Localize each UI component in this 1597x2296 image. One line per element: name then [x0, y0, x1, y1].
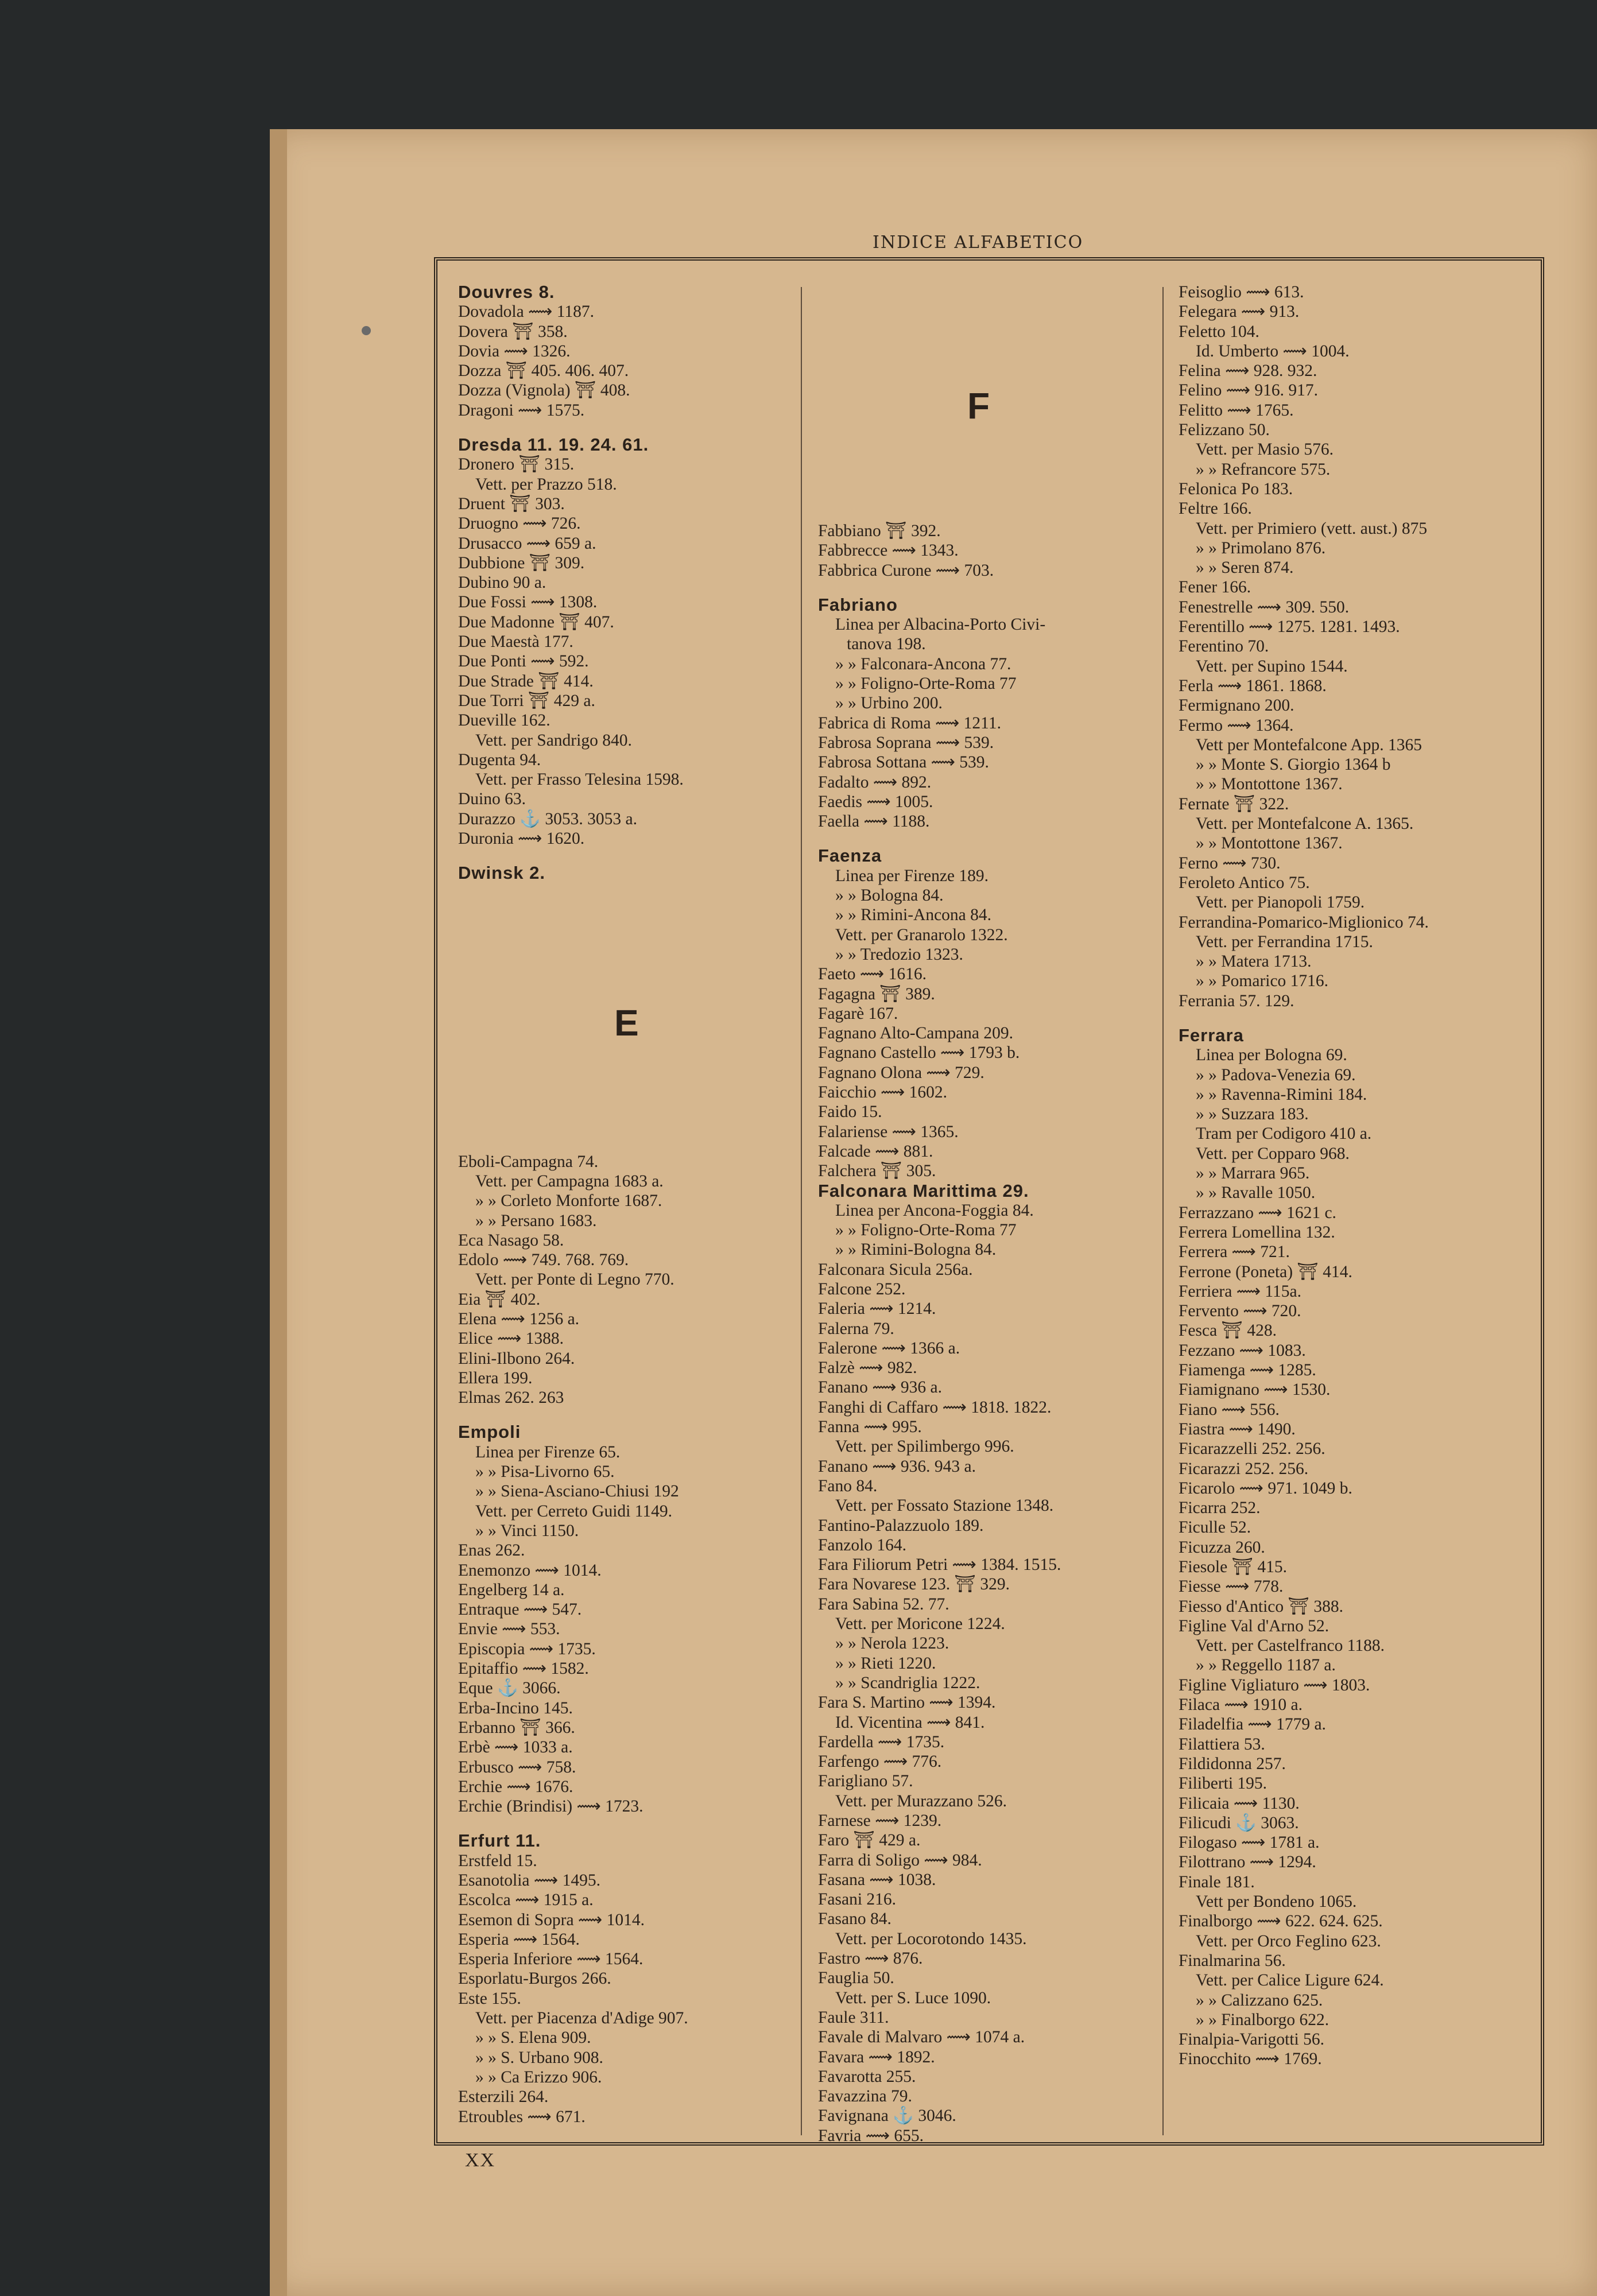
- index-entry: Enas 262.: [458, 1541, 525, 1560]
- index-entry: Episcopia ⟿ 1735.: [458, 1639, 596, 1658]
- index-entry: Due Ponti ⟿ 592.: [458, 652, 589, 671]
- index-entry: Elmas 262. 263: [458, 1389, 564, 1407]
- index-entry: Farnese ⟿ 1239.: [818, 1812, 942, 1830]
- index-entry: Due Maestà 177.: [458, 633, 573, 651]
- spacer: [818, 372, 1162, 387]
- index-entry: Faro ⛩ 429 a.: [818, 1831, 921, 1850]
- index-column-1: [458, 282, 803, 2131]
- spacer: [458, 928, 803, 943]
- index-entry: Finalpia-Varigotti 56.: [1179, 2030, 1324, 2049]
- index-column-2: [818, 282, 1162, 2145]
- index-entry: Filogaso ⟿ 1781 a.: [1179, 1833, 1320, 1852]
- index-entry: Falchera ⛩ 305.: [818, 1162, 936, 1181]
- index-entry: Fagagna ⛩ 389.: [818, 984, 935, 1003]
- index-entry: Vett. per Montefalcone A. 1365.: [1196, 815, 1414, 833]
- index-entry: Vett. per Fossato Stazione 1348.: [835, 1496, 1054, 1515]
- index-entry: Epitaffio ⟿ 1582.: [458, 1659, 589, 1678]
- index-entry: Esporlatu-Burgos 266.: [458, 1969, 611, 1988]
- spacer: [458, 1122, 803, 1137]
- index-entry: Felitto ⟿ 1765.: [1179, 401, 1294, 420]
- index-entry: Vett per Bondeno 1065.: [1196, 1892, 1357, 1911]
- section-letter-f: F: [967, 385, 990, 426]
- index-entry: Fiastra ⟿ 1490.: [1179, 1420, 1296, 1438]
- spacer: [818, 506, 1162, 521]
- index-entry: Ferrazzano ⟿ 1621 c.: [1179, 1203, 1336, 1222]
- index-entry: Favale di Malvaro ⟿ 1074 a.: [818, 2028, 1025, 2047]
- index-entry: » » Nerola 1223.: [835, 1634, 949, 1653]
- index-entry: Fiesse ⟿ 778.: [1179, 1577, 1284, 1596]
- index-entry: Falconara Sicula 256a.: [818, 1260, 973, 1279]
- index-entry: tanova 198.: [847, 635, 926, 654]
- index-entry: Falerone ⟿ 1366 a.: [818, 1339, 960, 1358]
- index-entry: » » Refrancore 575.: [1196, 460, 1331, 479]
- index-entry: » » Foligno-Orte-Roma 77: [835, 674, 1017, 693]
- index-entry: Erba-Incino 145.: [458, 1698, 573, 1717]
- index-entry: Dubbione ⛩ 309.: [458, 553, 585, 572]
- index-entry: Envie ⟿ 553.: [458, 1620, 560, 1639]
- index-entry: Fiesole ⛩ 415.: [1179, 1558, 1288, 1576]
- index-entry: Drusacco ⟿ 659 a.: [458, 534, 596, 553]
- index-entry: Ficarazzelli 252. 256.: [1179, 1440, 1325, 1459]
- spacer: [458, 420, 803, 435]
- index-entry: Eque ⚓ 3066.: [458, 1679, 561, 1698]
- spacer: [458, 1062, 803, 1077]
- index-entry: Fesca ⛩ 428.: [1179, 1321, 1277, 1340]
- index-entry: Vett. per Castelfranco 1188.: [1196, 1636, 1385, 1655]
- index-entry: Fiamenga ⟿ 1285.: [1179, 1361, 1316, 1380]
- index-entry: Felino ⟿ 916. 917.: [1179, 381, 1319, 400]
- index-entry: Fabrosa Soprana ⟿ 539.: [818, 733, 994, 752]
- spacer: [458, 943, 803, 958]
- spacer: [458, 1092, 803, 1107]
- spacer: [818, 312, 1162, 327]
- index-entry: Ferentino 70.: [1179, 637, 1269, 656]
- spacer: [818, 417, 1162, 432]
- spacer: [458, 973, 803, 988]
- index-entry: Erstfeld 15.: [458, 1851, 537, 1870]
- index-entry: Fara Filiorum Petri ⟿ 1384. 1515.: [818, 1556, 1061, 1574]
- index-entry: Engelberg 14 a.: [458, 1580, 565, 1599]
- spacer: [458, 988, 803, 1003]
- index-entry: » » Vinci 1150.: [475, 1521, 579, 1540]
- index-entry: Faleria ⟿ 1214.: [818, 1300, 936, 1318]
- index-entry: Druent ⛩ 303.: [458, 494, 565, 513]
- index-entry: Fauglia 50.: [818, 1969, 894, 1988]
- index-entry: » » Seren 874.: [1196, 559, 1294, 577]
- spacer: [1179, 1011, 1523, 1026]
- index-entry: Filiberti 195.: [1179, 1774, 1267, 1793]
- index-entry: Linea per Firenze 189.: [835, 866, 989, 885]
- index-heading: Douvres 8.: [458, 282, 555, 302]
- index-entry: » » Ravenna-Rimini 184.: [1196, 1085, 1367, 1104]
- index-entry: Filattiera 53.: [1179, 1735, 1265, 1754]
- index-entry: Felonica Po 183.: [1179, 479, 1293, 498]
- index-entry: Fiamignano ⟿ 1530.: [1179, 1380, 1331, 1399]
- index-entry: Vett. per Ferrandina 1715.: [1196, 932, 1373, 951]
- spacer: [818, 387, 1162, 402]
- index-entry: Fiesso d'Antico ⛩ 388.: [1179, 1597, 1343, 1616]
- index-entry: Dubino 90 a.: [458, 573, 546, 592]
- index-heading: Fabriano: [818, 594, 898, 615]
- index-column-3: [1179, 282, 1523, 2131]
- index-entry: Fagnano Alto-Campana 209.: [818, 1024, 1014, 1043]
- index-entry: » » Foligno-Orte-Roma 77: [835, 1221, 1017, 1240]
- index-entry: Erbusco ⟿ 758.: [458, 1758, 576, 1777]
- index-entry: Filottrano ⟿ 1294.: [1179, 1853, 1316, 1872]
- index-entry: Este 155.: [458, 1989, 521, 2008]
- index-entry: » » Urbino 200.: [835, 694, 943, 713]
- index-entry: Favara ⟿ 1892.: [818, 2047, 935, 2066]
- index-entry: Fardella ⟿ 1735.: [818, 1732, 945, 1751]
- index-entry: Faule 311.: [818, 2008, 889, 2027]
- section-letter-e: E: [614, 1002, 639, 1044]
- index-entry: Ferno ⟿ 730.: [1179, 854, 1281, 872]
- index-entry: Vett. per S. Luce 1090.: [835, 1988, 991, 2007]
- index-entry: Vett. per Orco Feglino 623.: [1196, 1932, 1381, 1950]
- index-entry: » » Primolano 876.: [1196, 538, 1326, 557]
- index-entry: Esterzili 264.: [458, 2088, 549, 2107]
- index-entry: Linea per Ancona-Foggia 84.: [835, 1201, 1034, 1220]
- index-entry: » » Padova-Venezia 69.: [1196, 1065, 1356, 1084]
- index-entry: Erbanno ⛩ 366.: [458, 1718, 575, 1737]
- index-entry: Fanano ⟿ 936. 943 a.: [818, 1457, 976, 1476]
- spacer: [818, 476, 1162, 491]
- index-entry: Fenestrelle ⟿ 309. 550.: [1179, 598, 1350, 616]
- spacer: [458, 883, 803, 898]
- index-entry: Ferrera ⟿ 721.: [1179, 1243, 1290, 1262]
- index-entry: » » Reggello 1187 a.: [1196, 1656, 1336, 1675]
- index-entry: Linea per Bologna 69.: [1196, 1046, 1347, 1065]
- index-entry: Finale 181.: [1179, 1872, 1255, 1891]
- index-entry: Vett. per Pianopoli 1759.: [1196, 893, 1365, 912]
- index-entry: Vett. per Prazzo 518.: [475, 475, 617, 494]
- index-entry: Vett. per Primiero (vett. aust.) 875: [1196, 519, 1428, 538]
- index-entry: Favignana ⚓ 3046.: [818, 2107, 956, 2126]
- index-entry: Dovera ⛩ 358.: [458, 322, 568, 341]
- index-entry: Fezzano ⟿ 1083.: [1179, 1341, 1306, 1360]
- index-entry: Vett. per Piacenza d'Adige 907.: [475, 2009, 688, 2028]
- index-entry: Vett. per Masio 576.: [1196, 440, 1334, 459]
- index-entry: Fabbrica Curone ⟿ 703.: [818, 561, 994, 580]
- index-entry: Fasana ⟿ 1038.: [818, 1870, 936, 1889]
- index-entry: Ficarazzi 252. 256.: [1179, 1459, 1309, 1478]
- index-entry: Ferrandina-Pomarico-Miglionico 74.: [1179, 913, 1429, 932]
- index-entry: » » Monte S. Giorgio 1364 b: [1196, 755, 1391, 774]
- index-entry: Vett. per Spilimbergo 996.: [835, 1437, 1014, 1456]
- index-entry: Fara S. Martino ⟿ 1394.: [818, 1693, 996, 1712]
- index-heading: Dresda 11. 19. 24. 61.: [458, 435, 649, 455]
- index-entry: Favria ⟿ 655.: [818, 2126, 924, 2145]
- index-entry: » » Corleto Monforte 1687.: [475, 1192, 662, 1211]
- index-entry: Dovia ⟿ 1326.: [458, 342, 571, 360]
- index-entry: Fanano ⟿ 936 a.: [818, 1378, 942, 1397]
- index-entry: » » Montottone 1367.: [1196, 834, 1343, 853]
- index-entry: Eia ⛩ 402.: [458, 1290, 541, 1309]
- column-divider-2: [1162, 287, 1164, 2135]
- index-entry: Vett per Montefalcone App. 1365: [1196, 735, 1422, 754]
- index-entry: Falcade ⟿ 881.: [818, 1142, 933, 1161]
- index-entry: Dovadola ⟿ 1187.: [458, 302, 595, 321]
- index-entry: Dragoni ⟿ 1575.: [458, 401, 585, 420]
- index-heading: Falconara Marittima 29.: [818, 1180, 1029, 1201]
- index-entry: Esperia Inferiore ⟿ 1564.: [458, 1950, 644, 1969]
- index-entry: Etroubles ⟿ 671.: [458, 2107, 586, 2126]
- index-entry: Feroleto Antico 75.: [1179, 873, 1310, 892]
- spacer: [458, 898, 803, 913]
- index-entry: » » Tredozio 1323.: [835, 945, 963, 964]
- index-entry: Ficarra 252.: [1179, 1499, 1261, 1518]
- spacer: [818, 282, 1162, 297]
- index-entry: Ferla ⟿ 1861. 1868.: [1179, 676, 1327, 695]
- index-entry: Falzè ⟿ 982.: [818, 1359, 917, 1378]
- index-entry: » » Persano 1683.: [475, 1211, 597, 1230]
- index-entry: Felina ⟿ 928. 932.: [1179, 362, 1317, 381]
- index-entry: » » Rimini-Bologna 84.: [835, 1240, 997, 1259]
- index-entry: Favazzina 79.: [818, 2087, 912, 2106]
- index-entry: Figline Val d'Arno 52.: [1179, 1616, 1329, 1635]
- index-entry: Finocchito ⟿ 1769.: [1179, 2050, 1322, 2069]
- index-entry: Vett. per Cerreto Guidi 1149.: [475, 1502, 672, 1521]
- index-entry: Fadalto ⟿ 892.: [818, 773, 932, 792]
- spacer: [818, 297, 1162, 312]
- index-entry: Fasano 84.: [818, 1910, 891, 1929]
- index-entry: Fener 166.: [1179, 578, 1251, 597]
- index-entry: Id. Umberto ⟿ 1004.: [1196, 342, 1350, 360]
- index-entry: Due Madonne ⛩ 407.: [458, 612, 614, 631]
- index-entry: » » Pisa-Livorno 65.: [475, 1463, 615, 1481]
- index-entry: Elena ⟿ 1256 a.: [458, 1309, 580, 1328]
- index-entry: Feltre 166.: [1179, 499, 1252, 518]
- spacer: [458, 958, 803, 973]
- index-entry: Ficuzza 260.: [1179, 1538, 1265, 1557]
- page-edge: [270, 129, 287, 2296]
- index-entry: Id. Vicentina ⟿ 841.: [835, 1713, 985, 1732]
- index-entry: Farfengo ⟿ 776.: [818, 1752, 942, 1771]
- index-entry: Faido 15.: [818, 1103, 882, 1122]
- spacer: [818, 831, 1162, 846]
- index-entry: » » Bologna 84.: [835, 886, 944, 905]
- spacer: [818, 342, 1162, 357]
- index-entry: » » Calizzano 625.: [1196, 1991, 1323, 2010]
- index-entry: » » Rieti 1220.: [835, 1654, 936, 1673]
- spacer: [818, 327, 1162, 342]
- index-entry: Druogno ⟿ 726.: [458, 514, 581, 533]
- index-entry: Figline Vigliaturo ⟿ 1803.: [1179, 1676, 1370, 1694]
- index-entry: Fabbrecce ⟿ 1343.: [818, 541, 959, 560]
- index-entry: Fagnano Castello ⟿ 1793 b.: [818, 1044, 1020, 1062]
- index-entry: Dugenta 94.: [458, 750, 541, 769]
- index-entry: Fermo ⟿ 1364.: [1179, 716, 1294, 735]
- index-entry: Fanna ⟿ 995.: [818, 1418, 922, 1437]
- index-entry: Vett. per Murazzano 526.: [835, 1791, 1007, 1810]
- index-entry: Falcone 252.: [818, 1279, 906, 1298]
- index-entry: Faella ⟿ 1188.: [818, 812, 930, 831]
- spacer: [818, 402, 1162, 417]
- index-entry: Linea per Firenze 65.: [475, 1442, 621, 1461]
- index-entry: Fildidonna 257.: [1179, 1754, 1286, 1773]
- index-entry: Fiano ⟿ 556.: [1179, 1400, 1280, 1419]
- index-entry: Fano 84.: [818, 1476, 878, 1495]
- index-entry: Elice ⟿ 1388.: [458, 1329, 564, 1348]
- index-entry: Filaca ⟿ 1910 a.: [1179, 1696, 1303, 1715]
- index-entry: Vett. per Ponte di Legno 770.: [475, 1270, 675, 1289]
- index-entry: Tram per Codigoro 410 a.: [1196, 1124, 1372, 1143]
- index-heading: Empoli: [458, 1422, 521, 1442]
- index-entry: Due Torri ⛩ 429 a.: [458, 691, 595, 710]
- index-entry: Vett. per Calice Ligure 624.: [1196, 1971, 1384, 1990]
- index-entry: Falariense ⟿ 1365.: [818, 1122, 959, 1141]
- index-entry: Vett. per Moricone 1224.: [835, 1615, 1005, 1634]
- spacer: [818, 447, 1162, 461]
- index-entry: Duino 63.: [458, 790, 526, 809]
- index-entry: Duronia ⟿ 1620.: [458, 829, 585, 848]
- index-heading: Ferrara: [1179, 1025, 1244, 1045]
- index-entry: Vett. per Supino 1544.: [1196, 657, 1348, 676]
- index-entry: Erbè ⟿ 1033 a.: [458, 1738, 573, 1757]
- index-entry: Fara Novarese 123. ⛩ 329.: [818, 1575, 1010, 1594]
- index-entry: Ferentillo ⟿ 1275. 1281. 1493.: [1179, 618, 1400, 637]
- index-entry: Ferrera Lomellina 132.: [1179, 1223, 1335, 1242]
- index-entry: Vett. per Campagna 1683 a.: [475, 1172, 664, 1190]
- index-entry: » » S. Elena 909.: [475, 2029, 591, 2047]
- index-entry: Dozza (Vignola) ⛩ 408.: [458, 381, 630, 400]
- index-entry: » » Falconara-Ancona 77.: [835, 654, 1011, 673]
- index-entry: Due Fossi ⟿ 1308.: [458, 593, 598, 612]
- index-entry: » » Siena-Asciano-Chiusi 192: [475, 1482, 679, 1501]
- index-entry: Esanotolia ⟿ 1495.: [458, 1871, 600, 1890]
- spacer: [458, 1407, 803, 1422]
- index-entry: Ferrone (Poneta) ⛩ 414.: [1179, 1262, 1352, 1281]
- index-entry: » » Matera 1713.: [1196, 952, 1312, 971]
- index-heading: Dwinsk 2.: [458, 863, 545, 883]
- index-entry: » » Scandriglia 1222.: [835, 1673, 980, 1692]
- index-entry: » » Montottone 1367.: [1196, 775, 1343, 794]
- index-entry: Finalborgo ⟿ 622. 624. 625.: [1179, 1912, 1383, 1931]
- index-entry: Ferriera ⟿ 115a.: [1179, 1282, 1302, 1301]
- index-entry: Enemonzo ⟿ 1014.: [458, 1561, 602, 1580]
- index-entry: Esperia ⟿ 1564.: [458, 1930, 580, 1949]
- index-entry: Escolca ⟿ 1915 a.: [458, 1891, 594, 1910]
- index-entry: Farigliano 57.: [818, 1772, 913, 1791]
- index-entry: Dozza ⛩ 405. 406. 407.: [458, 362, 629, 381]
- index-entry: Favarotta 255.: [818, 2067, 916, 2086]
- index-entry: Linea per Albacina-Porto Civi-: [835, 615, 1046, 634]
- index-entry: Elini-Ilbono 264.: [458, 1349, 575, 1368]
- index-entry: Felizzano 50.: [1179, 421, 1270, 440]
- index-entry: Filicudi ⚓ 3063.: [1179, 1813, 1299, 1832]
- index-entry: Due Strade ⛩ 414.: [458, 672, 594, 691]
- index-entry: Eboli-Campagna 74.: [458, 1152, 599, 1171]
- index-entry: Fanghi di Caffaro ⟿ 1818. 1822.: [818, 1398, 1052, 1417]
- index-entry: Fernate ⛩ 322.: [1179, 794, 1289, 813]
- index-heading: Faenza: [818, 846, 882, 866]
- spacer: [818, 357, 1162, 372]
- index-entry: Faicchio ⟿ 1602.: [818, 1083, 947, 1102]
- index-entry: Faeto ⟿ 1616.: [818, 965, 927, 984]
- index-entry: Falerna 79.: [818, 1319, 894, 1338]
- index-entry: Farra di Soligo ⟿ 984.: [818, 1851, 982, 1870]
- index-entry: Dueville 162.: [458, 711, 551, 730]
- spacer: [458, 1077, 803, 1092]
- index-entry: Fara Sabina 52. 77.: [818, 1595, 949, 1614]
- index-entry: » » S. Urbano 908.: [475, 2048, 603, 2067]
- index-entry: » » Rimini-Ancona 84.: [835, 906, 992, 925]
- index-entry: Fanzolo 164.: [818, 1535, 907, 1554]
- index-entry: » » Ravalle 1050.: [1196, 1184, 1316, 1203]
- index-entry: Filicaia ⟿ 1130.: [1179, 1794, 1300, 1813]
- index-heading: Erfurt 11.: [458, 1830, 541, 1851]
- index-entry: Fantino-Palazzuolo 189.: [818, 1516, 984, 1535]
- spacer: [458, 1048, 803, 1062]
- spacer: [818, 580, 1162, 595]
- index-entry: Vett. per Copparo 968.: [1196, 1144, 1350, 1163]
- index-entry: Fermignano 200.: [1179, 696, 1294, 715]
- index-entry: Vett. per Sandrigo 840.: [475, 731, 632, 750]
- index-entry: » » Ca Erizzo 906.: [475, 2068, 602, 2086]
- spacer: [458, 848, 803, 863]
- index-entry: Fabrosa Sottana ⟿ 539.: [818, 753, 989, 772]
- spacer: [458, 1137, 803, 1152]
- page-number: XX: [465, 2150, 496, 2171]
- index-entry: Dronero ⛩ 315.: [458, 455, 575, 474]
- spacer: [818, 491, 1162, 506]
- page-header-title: INDICE ALFABETICO: [873, 232, 1084, 253]
- spacer: [818, 432, 1162, 447]
- index-entry: » » Finalborgo 622.: [1196, 2010, 1329, 2029]
- index-entry: Fabbiano ⛩ 392.: [818, 522, 941, 540]
- index-entry: Entraque ⟿ 547.: [458, 1600, 582, 1619]
- index-entry: Durazzo ⚓ 3053. 3053 a.: [458, 809, 637, 828]
- index-entry: Ferrania 57. 129.: [1179, 991, 1294, 1010]
- index-entry: Fabrica di Roma ⟿ 1211.: [818, 713, 1001, 732]
- index-entry: Finalmarina 56.: [1179, 1951, 1286, 1970]
- index-entry: Fasani 216.: [818, 1890, 897, 1909]
- index-entry: Ellera 199.: [458, 1368, 533, 1387]
- index-entry: Eca Nasago 58.: [458, 1231, 564, 1250]
- index-entry: Felegara ⟿ 913.: [1179, 302, 1300, 321]
- index-entry: Feisoglio ⟿ 613.: [1179, 283, 1304, 301]
- index-entry: Esemon di Sopra ⟿ 1014.: [458, 1910, 645, 1929]
- binding-hole: [362, 326, 371, 335]
- index-entry: Edolo ⟿ 749. 768. 769.: [458, 1251, 629, 1270]
- index-entry: Ficulle 52.: [1179, 1518, 1251, 1537]
- index-entry: Fervento ⟿ 720.: [1179, 1302, 1301, 1321]
- index-entry: Erchie (Brindisi) ⟿ 1723.: [458, 1797, 644, 1816]
- spacer: [458, 1107, 803, 1122]
- index-entry: » » Pomarico 1716.: [1196, 972, 1329, 991]
- index-entry: » » Suzzara 183.: [1196, 1105, 1309, 1124]
- index-entry: » » Marrara 965.: [1196, 1164, 1310, 1183]
- index-entry: Erchie ⟿ 1676.: [458, 1777, 573, 1796]
- spacer: [458, 1816, 803, 1831]
- spacer: [818, 461, 1162, 476]
- index-entry: Vett. per Granarolo 1322.: [835, 925, 1008, 944]
- index-entry: Vett. per Frasso Telesina 1598.: [475, 770, 684, 789]
- index-entry: Fastro ⟿ 876.: [818, 1949, 923, 1968]
- index-entry: Ficarolo ⟿ 971. 1049 b.: [1179, 1479, 1352, 1498]
- index-entry: Fagnano Olona ⟿ 729.: [818, 1063, 984, 1082]
- index-entry: Feletto 104.: [1179, 322, 1259, 341]
- spacer: [458, 913, 803, 928]
- index-entry: Filadelfia ⟿ 1779 a.: [1179, 1715, 1326, 1734]
- index-entry: Faedis ⟿ 1005.: [818, 792, 933, 811]
- index-entry: Vett. per Locorotondo 1435.: [835, 1929, 1027, 1948]
- index-entry: Fagarè 167.: [818, 1004, 898, 1023]
